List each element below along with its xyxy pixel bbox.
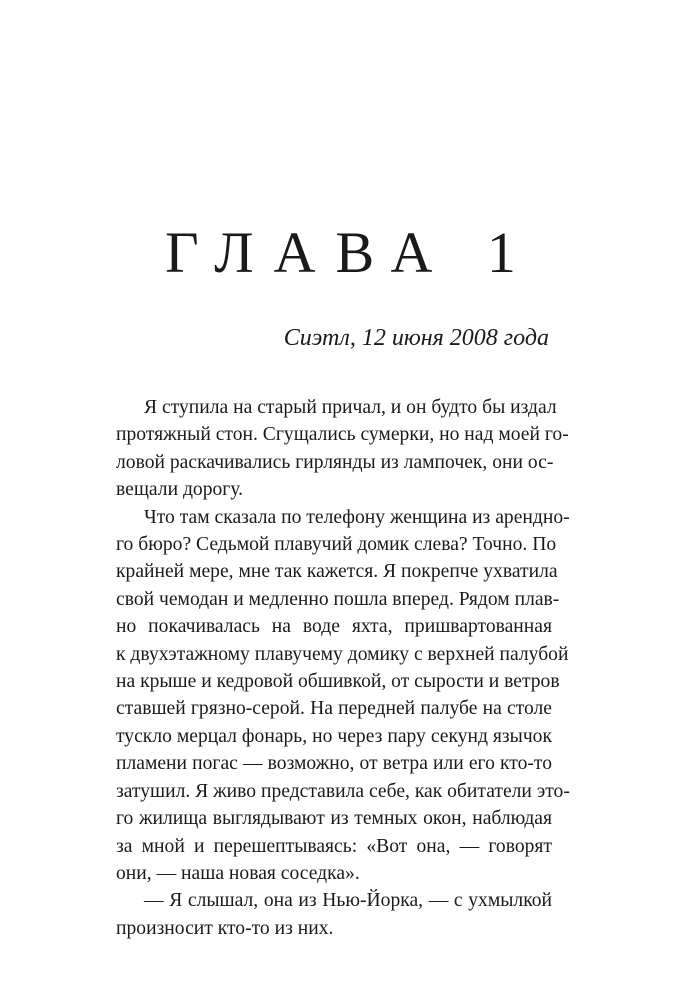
text-line: ставшей грязно-серой. На передней палубе на столе <box>116 698 552 720</box>
text-line: к двухэтажному плавучему домику с верхней палубой <box>116 643 569 665</box>
text-line: тускло мерцал фонарь, но через пару секунд язычок <box>116 725 552 747</box>
text-line: — Я слышал, она из Нью-Йорка, — с ухмылкой <box>144 890 552 912</box>
text-line: го жилища выглядывают из темных окон, наблюдая <box>116 808 552 830</box>
text-line: на крыше и кедровой обшивкой, от сырости и ветров <box>116 671 560 693</box>
text-line: го бюро? Седьмой плавучий домик слева? Точно. По <box>116 534 557 556</box>
text-line: Я ступила на старый причал, и он будто бы издал <box>144 397 557 418</box>
paragraph <box>116 394 569 504</box>
text-line: вещали дорогу. <box>116 479 244 501</box>
paragraph <box>116 504 570 888</box>
text-line: за мной и перешептываясь: «Вот она, — говорят <box>116 835 552 857</box>
text-line: пламени погас — возможно, от ветра или его кто-то <box>116 753 552 775</box>
text-line: но покачивалась на воде яхта, пришвартованная <box>116 616 552 638</box>
text-line: произносит кто-то из них. <box>116 917 334 939</box>
body-text <box>116 394 570 942</box>
text-line: Что там сказала по телефону женщина из арендно- <box>144 506 570 528</box>
paragraph <box>116 887 552 942</box>
text-line: свой чемодан и медленно пошла вперед. Рядом плав- <box>116 588 560 610</box>
text-line: ловой раскачивались гирлянды из лампочек, они ос- <box>116 451 554 473</box>
text-line: крайней мере, мне так кажется. Я покрепче ухватила <box>116 561 558 583</box>
chapter-title: ГЛАВА 1 <box>165 219 536 285</box>
dateline: Сиэтл, 12 июня 2008 года <box>283 325 549 351</box>
text-line: они, — наша новая соседка». <box>116 862 360 884</box>
text-line: затушил. Я живо представила себе, как обитатели это- <box>116 780 570 802</box>
text-line: протяжный стон. Сгущались сумерки, но над моей го- <box>116 424 569 446</box>
